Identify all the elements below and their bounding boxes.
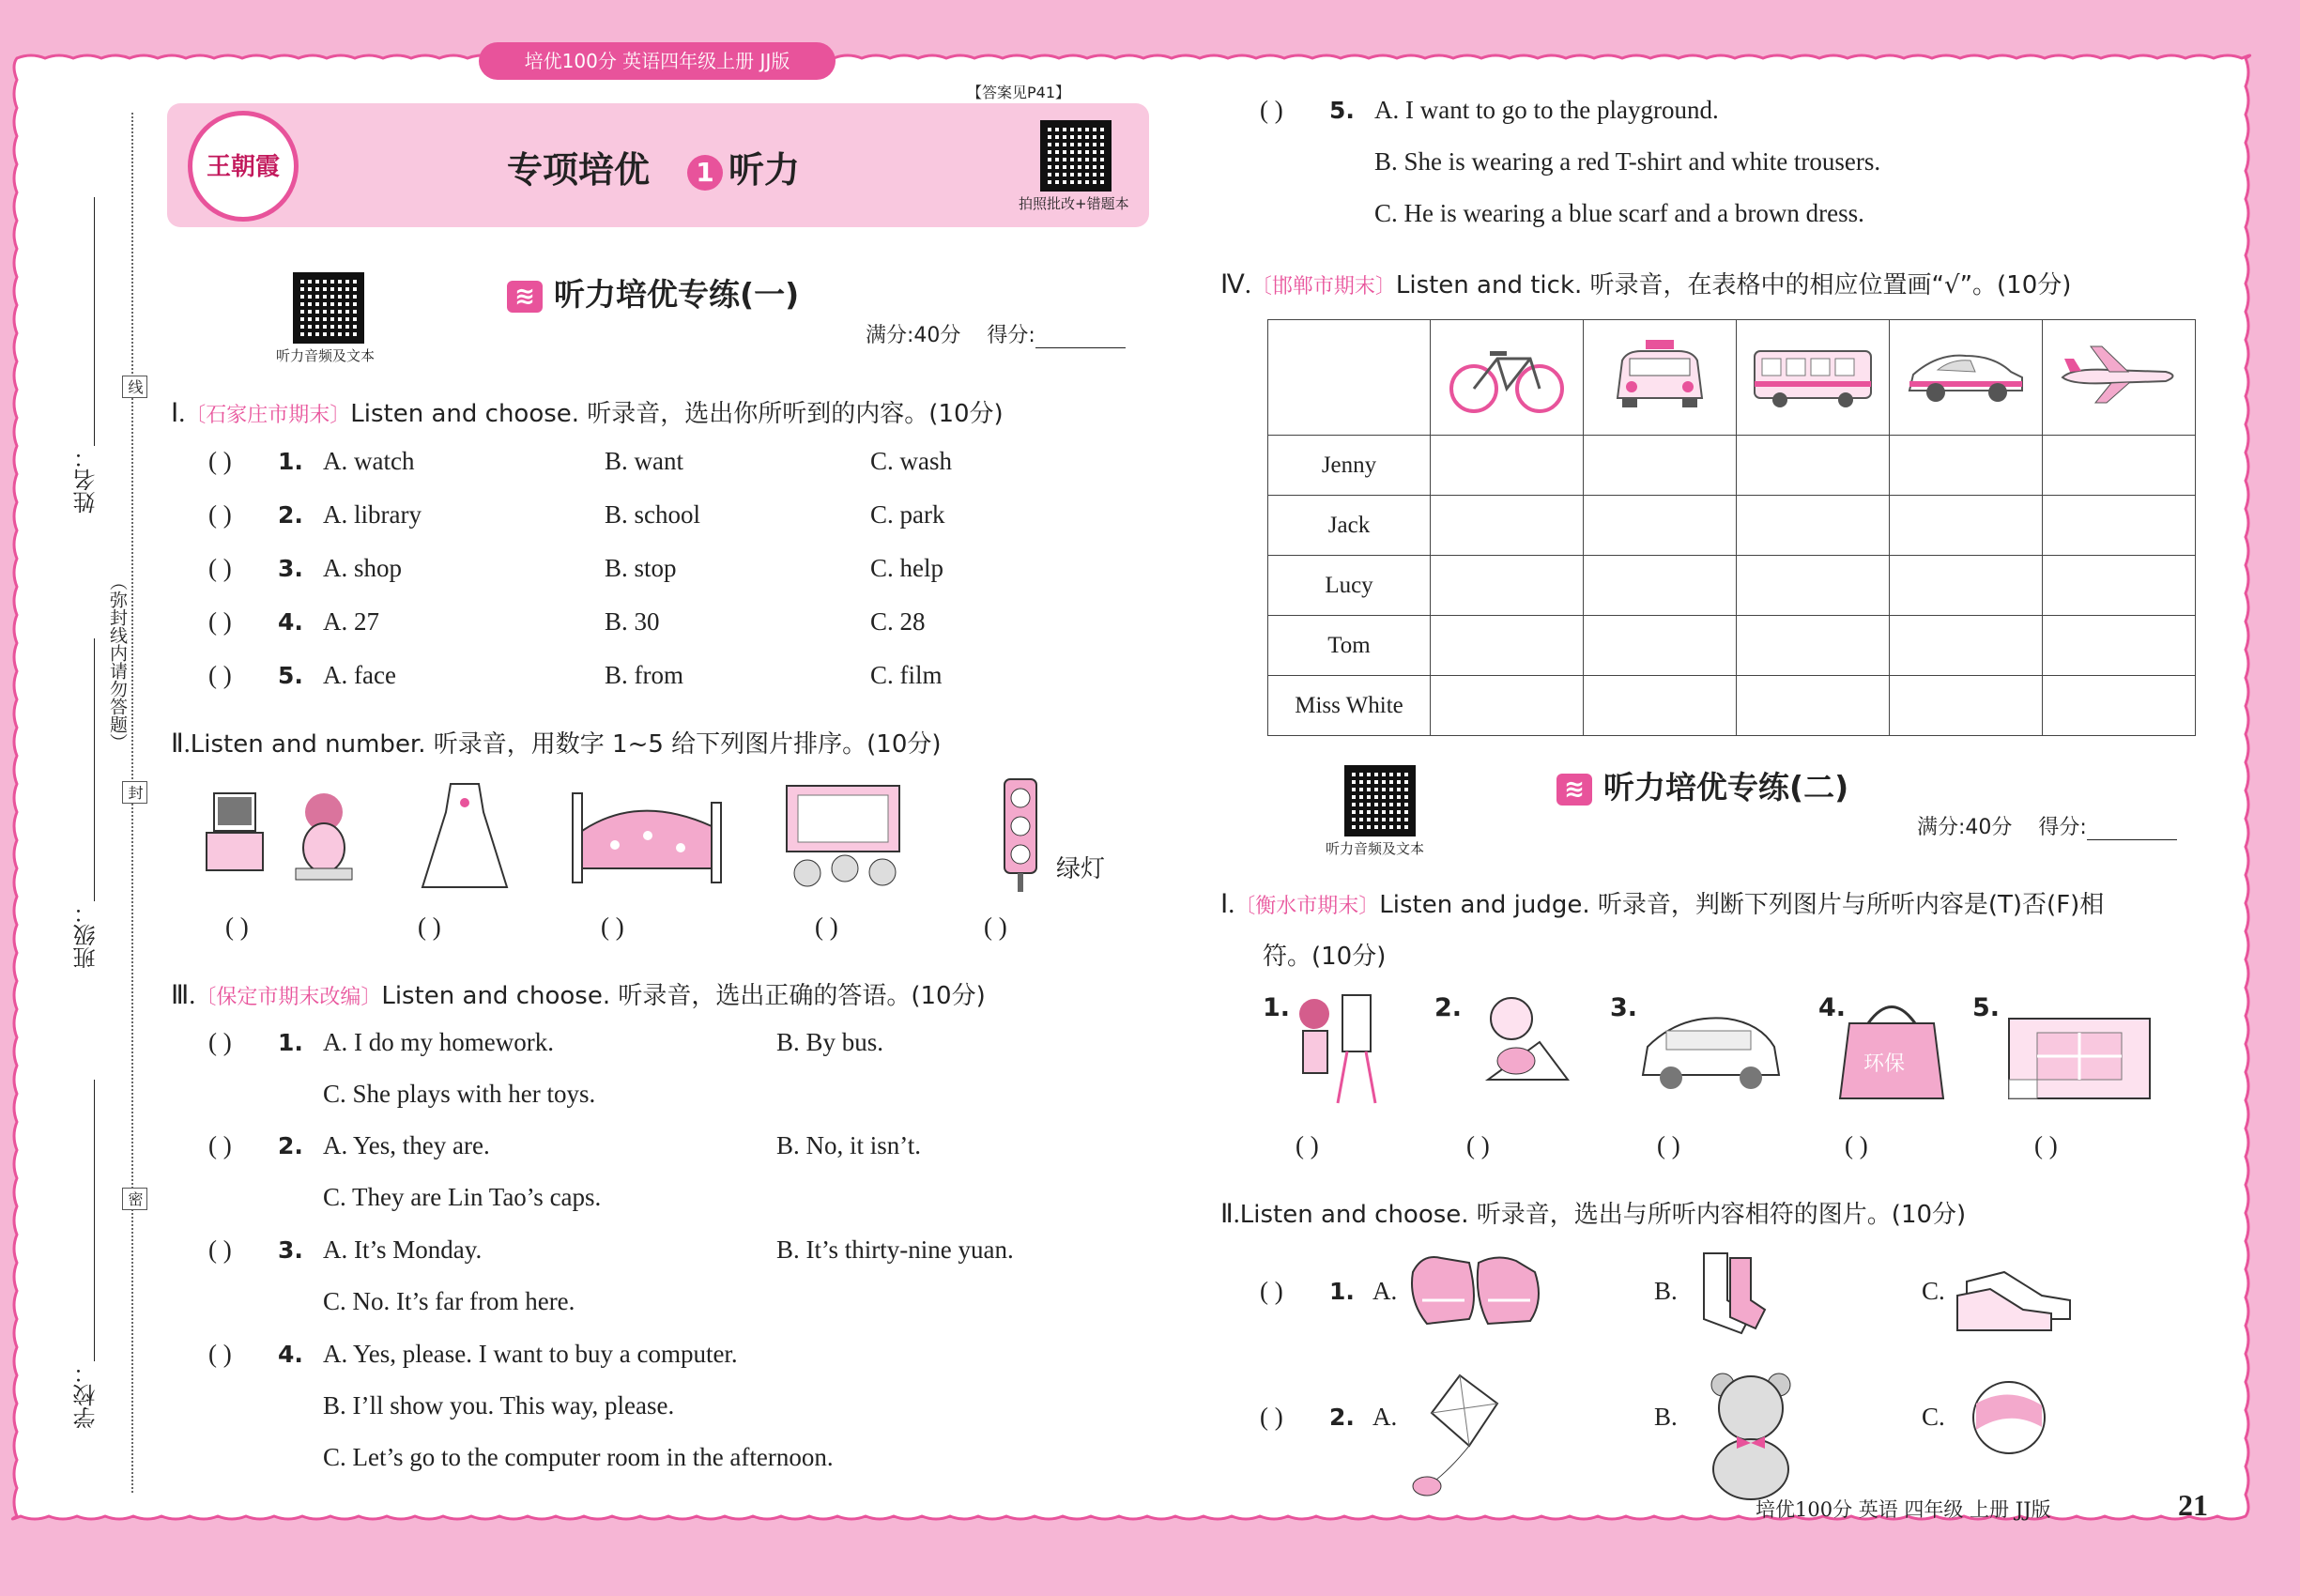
- part4-instruction: [1220, 266, 2071, 300]
- tick-cell[interactable]: [1584, 676, 1737, 736]
- part2-numeral: Ⅱ.: [171, 729, 191, 759]
- p2-part2-pictures: [1403, 1244, 2079, 1507]
- option-b: B. want: [605, 447, 683, 475]
- score-blank-2[interactable]: [2087, 819, 2177, 840]
- answer-paren[interactable]: ( ): [208, 661, 232, 689]
- option-c: C. 28: [870, 607, 926, 636]
- practice2-title-text: 听力培优专练(二): [1603, 769, 1849, 806]
- part4-source-tag: 〔邯郸市期末〕: [1250, 275, 1396, 299]
- answer-paren[interactable]: ( ): [815, 913, 838, 941]
- tick-cell[interactable]: [1584, 436, 1737, 496]
- question-number: 2.: [278, 501, 303, 529]
- option-a: A. face: [323, 661, 396, 689]
- tick-cell[interactable]: [1584, 616, 1737, 676]
- tick-cell[interactable]: [2043, 496, 2196, 556]
- question-row: [208, 1340, 738, 1369]
- part3-instruction-text: Listen and choose. 听录音，选出正确的答语。(10分): [381, 982, 986, 1010]
- wave-icon-2: ≋: [1556, 774, 1592, 806]
- answer-paren[interactable]: ( ): [225, 913, 249, 941]
- answer-paren[interactable]: ( ): [208, 1028, 232, 1056]
- tick-cell[interactable]: [1737, 556, 1890, 616]
- part4-numeral: Ⅳ.: [1220, 270, 1251, 299]
- option-a: A. I do my homework.: [323, 1028, 554, 1056]
- option-b: B. She is wearing a red T-shirt and white trousers.: [1374, 147, 1881, 176]
- bus-column: [1737, 320, 1890, 436]
- question-number: 5.: [1329, 97, 1355, 124]
- question-row: [208, 1028, 884, 1057]
- p2-part2-numeral: Ⅱ.: [1220, 1200, 1240, 1229]
- option-c: C. They are Lin Tao’s caps.: [323, 1183, 602, 1211]
- option-a: A. It’s Monday.: [323, 1235, 483, 1264]
- picture-number: 4.: [1818, 993, 1847, 1022]
- audio-qr-code-icon[interactable]: [293, 272, 364, 344]
- option-c: C. park: [870, 500, 945, 529]
- full-score: 满分:40分: [866, 324, 961, 347]
- part2-picture-strip: [197, 775, 1183, 897]
- option-c: C.: [1922, 1403, 1945, 1431]
- answer-paren[interactable]: ( ): [208, 447, 232, 475]
- car-column: [1890, 320, 2043, 436]
- practice2-score: [1917, 811, 2177, 840]
- question-number: 4.: [278, 608, 303, 636]
- socks-picture: [1704, 1253, 1765, 1333]
- option-b: B. I’ll show you. This way, please.: [323, 1391, 675, 1420]
- p2-part1-pictures: [1286, 986, 2187, 1108]
- kite-picture: [1413, 1375, 1497, 1496]
- plane-icon: [2053, 332, 2185, 417]
- vehicle-header-row: [1268, 320, 2196, 436]
- answer-paren[interactable]: ( ): [1260, 1403, 1283, 1431]
- car-icon: [1900, 332, 2032, 417]
- score-blank[interactable]: [1035, 327, 1126, 348]
- option-c: C. wash: [870, 447, 952, 475]
- school-blank: [94, 1080, 95, 1361]
- mark-close: 密: [122, 1188, 147, 1210]
- student-name: Tom: [1268, 616, 1431, 676]
- question-row: [1260, 1277, 1945, 1306]
- tick-cell[interactable]: [1431, 676, 1584, 736]
- tick-cell[interactable]: [1890, 676, 2043, 736]
- p2-part1-numeral: Ⅰ.: [1220, 890, 1235, 919]
- practice1-score: [866, 319, 1126, 348]
- part2-answer-parens: [225, 913, 1127, 950]
- tv-watching-picture: [207, 793, 352, 880]
- qr-caption: 拍照批改+错题本: [1019, 195, 1129, 212]
- answer-paren[interactable]: ( ): [1845, 1131, 1868, 1159]
- answer-paren[interactable]: ( ): [1296, 1131, 1319, 1159]
- student-name: Jack: [1268, 496, 1431, 556]
- bus-icon: [1747, 332, 1878, 417]
- option-c: C. No. It’s far from here.: [323, 1287, 575, 1315]
- tick-cell[interactable]: [2043, 616, 2196, 676]
- tick-cell[interactable]: [1737, 496, 1890, 556]
- p2-part1-instruction: [1220, 885, 2104, 920]
- option-a: A. Yes, please. I want to buy a computer.: [323, 1340, 738, 1368]
- question-row: [208, 500, 945, 529]
- option-a: A. shop: [323, 554, 403, 582]
- traffic-light-picture: [1004, 779, 1036, 892]
- question-number: 1.: [278, 1029, 303, 1056]
- part3-instruction: [171, 976, 986, 1011]
- option-c: C. She plays with her toys.: [323, 1080, 596, 1108]
- tick-cell[interactable]: [2043, 556, 2196, 616]
- question-row: [208, 1235, 1014, 1265]
- book-series-tab: 培优100分 英语四年级上册 JJ版: [479, 42, 836, 80]
- question-row: [1260, 96, 1719, 125]
- question-number: 3.: [278, 555, 303, 582]
- title-subject: 听力: [728, 149, 801, 191]
- answer-paren[interactable]: ( ): [984, 913, 1007, 941]
- answer-paren[interactable]: ( ): [1657, 1131, 1680, 1159]
- student-row: [1268, 556, 2196, 616]
- part1-source-tag: 〔石家庄市期末〕: [185, 404, 351, 427]
- dress-picture: [422, 784, 507, 887]
- svg-text:环保: 环保: [1863, 1052, 1906, 1076]
- bike-icon: [1441, 332, 1572, 417]
- taxi-icon: [1603, 332, 1716, 417]
- tick-cell[interactable]: [1890, 436, 2043, 496]
- option-b: B.: [1654, 1403, 1678, 1431]
- option-b: B. It’s thirty-nine yuan.: [776, 1235, 1014, 1264]
- option-b: B.: [1654, 1277, 1678, 1305]
- question-row: [208, 447, 952, 476]
- practice1-title-text: 听力培优专练(一): [554, 276, 800, 313]
- answer-paren[interactable]: ( ): [208, 1235, 232, 1264]
- student-name: Jenny: [1268, 436, 1431, 496]
- answer-paren[interactable]: ( ): [208, 1131, 232, 1159]
- student-row: [1268, 496, 2196, 556]
- part2-instruction-text: Listen and number. 听录音，用数字 1~5 给下列图片排序。(10分): [190, 730, 942, 759]
- bed-picture: [573, 793, 721, 882]
- part3-source-tag: 〔保定市期末改编〕: [195, 986, 382, 1009]
- picture-number: 3.: [1610, 993, 1638, 1022]
- picture-number: 2.: [1434, 993, 1463, 1022]
- score-label-2: 得分:: [2038, 816, 2087, 839]
- small-car-picture: [1643, 1018, 1779, 1089]
- option-c: C. help: [870, 554, 943, 582]
- tick-cell[interactable]: [1737, 676, 1890, 736]
- part3-numeral: Ⅲ.: [171, 981, 196, 1010]
- tick-cell[interactable]: [1890, 556, 2043, 616]
- tick-cell[interactable]: [1737, 436, 1890, 496]
- answer-paren[interactable]: ( ): [1260, 96, 1283, 124]
- name-blank: [94, 197, 95, 446]
- question-number: 5.: [278, 662, 303, 689]
- wave-icon: ≋: [507, 281, 543, 313]
- part1-numeral: Ⅰ.: [171, 399, 186, 428]
- score-label: 得分:: [987, 324, 1035, 347]
- corner-cell: [1268, 320, 1431, 436]
- answer-paren[interactable]: ( ): [208, 1340, 232, 1368]
- part2-instruction: [171, 725, 942, 760]
- answer-paren[interactable]: ( ): [2034, 1131, 2058, 1159]
- student-name: Miss White: [1268, 676, 1431, 736]
- bike-column: [1431, 320, 1584, 436]
- question-row: [1260, 1403, 1945, 1432]
- option-a: A.: [1372, 1277, 1398, 1305]
- question-row: [208, 607, 926, 637]
- question-number: 2.: [1329, 1404, 1355, 1431]
- tick-cell[interactable]: [2043, 676, 2196, 736]
- option-a: A.: [1372, 1403, 1398, 1431]
- tick-cell[interactable]: [1431, 556, 1584, 616]
- answer-paren[interactable]: ( ): [208, 607, 232, 636]
- answer-paren[interactable]: ( ): [1466, 1131, 1490, 1159]
- seal-notice: （弥封线内请勿答题）: [107, 573, 128, 751]
- audio-qr-caption-2: 听力音频及文本: [1326, 840, 1425, 857]
- tick-table: [1267, 319, 2196, 736]
- question-number: 2.: [278, 1132, 303, 1159]
- qr-code-icon[interactable]: [1040, 120, 1112, 192]
- student-row: [1268, 616, 2196, 676]
- answer-paren[interactable]: ( ): [418, 913, 441, 941]
- question-row: [208, 1131, 922, 1160]
- option-b: B. No, it isn’t.: [776, 1131, 922, 1159]
- name-label: 姓名：: [73, 446, 100, 514]
- title-main: 专项培优: [507, 149, 651, 191]
- picture-number: 5.: [1972, 993, 2001, 1022]
- question-row: [208, 661, 943, 690]
- question-number: 1.: [278, 448, 303, 475]
- shoes-picture: [1957, 1272, 2070, 1330]
- ball-picture: [1973, 1382, 2045, 1453]
- tick-cell[interactable]: [1431, 616, 1584, 676]
- option-b: B. 30: [605, 607, 660, 636]
- tick-cell[interactable]: [1584, 496, 1737, 556]
- picture-number: 1.: [1263, 993, 1291, 1022]
- audio-qr-caption: 听力音频及文本: [276, 347, 376, 364]
- p2-part1-instruction-line2: 符。(10分): [1263, 943, 1387, 971]
- tick-cell[interactable]: [1890, 496, 2043, 556]
- option-b: B. from: [605, 661, 683, 689]
- full-score-2: 满分:40分: [1917, 816, 2013, 839]
- student-row: [1268, 436, 2196, 496]
- option-a: A. I want to go to the playground.: [1374, 96, 1719, 124]
- p2-part1-source-tag: 〔衡水市期末〕: [1234, 895, 1380, 918]
- option-b: B. stop: [605, 554, 677, 582]
- part4-instruction-text: Listen and tick. 听录音，在表格中的相应位置画“√”。(10分): [1395, 271, 2072, 299]
- question-row: [208, 554, 943, 583]
- practice2-title: [1556, 763, 1848, 807]
- p2-part1-answer-parens: [1296, 1131, 2140, 1169]
- student-name: Lucy: [1268, 556, 1431, 616]
- option-b: B. By bus.: [776, 1028, 884, 1056]
- gloves-picture: [1412, 1257, 1539, 1324]
- answer-paren[interactable]: ( ): [208, 554, 232, 582]
- p2-part1-instruction-text: Listen and judge. 听录音，判断下列图片与所听内容是(T)否(F)相: [1379, 891, 2105, 919]
- option-a: A. watch: [323, 447, 415, 475]
- tick-cell[interactable]: [2043, 436, 2196, 496]
- option-c: C.: [1922, 1277, 1945, 1305]
- answer-paren[interactable]: ( ): [601, 913, 624, 941]
- shop-front-picture: [2009, 1019, 2150, 1098]
- boy-drawing-picture: [1488, 998, 1568, 1080]
- teddy-bear-picture: [1711, 1373, 1790, 1499]
- option-c: C. film: [870, 661, 943, 689]
- class-label: 班级：: [73, 901, 100, 969]
- p2-part2-instruction-text: Listen and choose. 听录音，选出与所听内容相符的图片。(10分): [1239, 1201, 1967, 1229]
- girl-painting-picture: [1299, 995, 1375, 1103]
- tick-cell[interactable]: [1431, 496, 1584, 556]
- option-b: B. school: [605, 500, 701, 529]
- option-a: A. 27: [323, 607, 379, 636]
- question-number: 3.: [278, 1236, 303, 1264]
- brand-logo: [188, 111, 299, 222]
- tick-cell[interactable]: [1737, 616, 1890, 676]
- page-title: [507, 141, 800, 192]
- plane-column: [2043, 320, 2196, 436]
- p2-part2-instruction: [1220, 1195, 1966, 1230]
- option-a: A. library: [323, 500, 422, 529]
- option-c: C. He is wearing a blue scarf and a brown dress.: [1374, 199, 1864, 227]
- audio-qr-code-icon-2[interactable]: [1344, 765, 1416, 836]
- cinema-picture: [787, 786, 899, 886]
- part1-instruction-text: Listen and choose. 听录音，选出你所听到的内容。(10分): [350, 400, 1004, 428]
- page-number: 21: [2178, 1488, 2208, 1522]
- logo-text: 王朝霞: [206, 153, 280, 181]
- green-light-label: 绿灯: [1056, 855, 1106, 883]
- mark-line: 线: [122, 376, 147, 398]
- title-number-badge: 1: [687, 155, 723, 191]
- tick-cell[interactable]: [1431, 436, 1584, 496]
- taxi-column: [1584, 320, 1737, 436]
- part1-instruction: [171, 394, 1004, 429]
- option-a: A. Yes, they are.: [323, 1131, 490, 1159]
- mark-seal: 封: [122, 781, 147, 804]
- footer-book-info: 培优100分 英语 四年级 上册 JJ版: [1756, 1498, 2051, 1521]
- tick-cell[interactable]: [1584, 556, 1737, 616]
- student-row: [1268, 676, 2196, 736]
- question-number: 4.: [278, 1341, 303, 1368]
- answer-paren[interactable]: ( ): [1260, 1277, 1283, 1305]
- option-c: C. Let’s go to the computer room in the afternoon.: [323, 1443, 834, 1471]
- question-number: 1.: [1329, 1278, 1355, 1305]
- answer-reference: 【答案见P41】: [967, 84, 1071, 101]
- shopping-bag-picture: [1840, 1007, 1943, 1099]
- binding-margin: [56, 113, 150, 1493]
- class-blank: [94, 638, 95, 901]
- practice1-title: [507, 270, 799, 315]
- answer-paren[interactable]: ( ): [208, 500, 232, 529]
- tick-cell[interactable]: [1890, 616, 2043, 676]
- school-label: 学校：: [73, 1361, 100, 1429]
